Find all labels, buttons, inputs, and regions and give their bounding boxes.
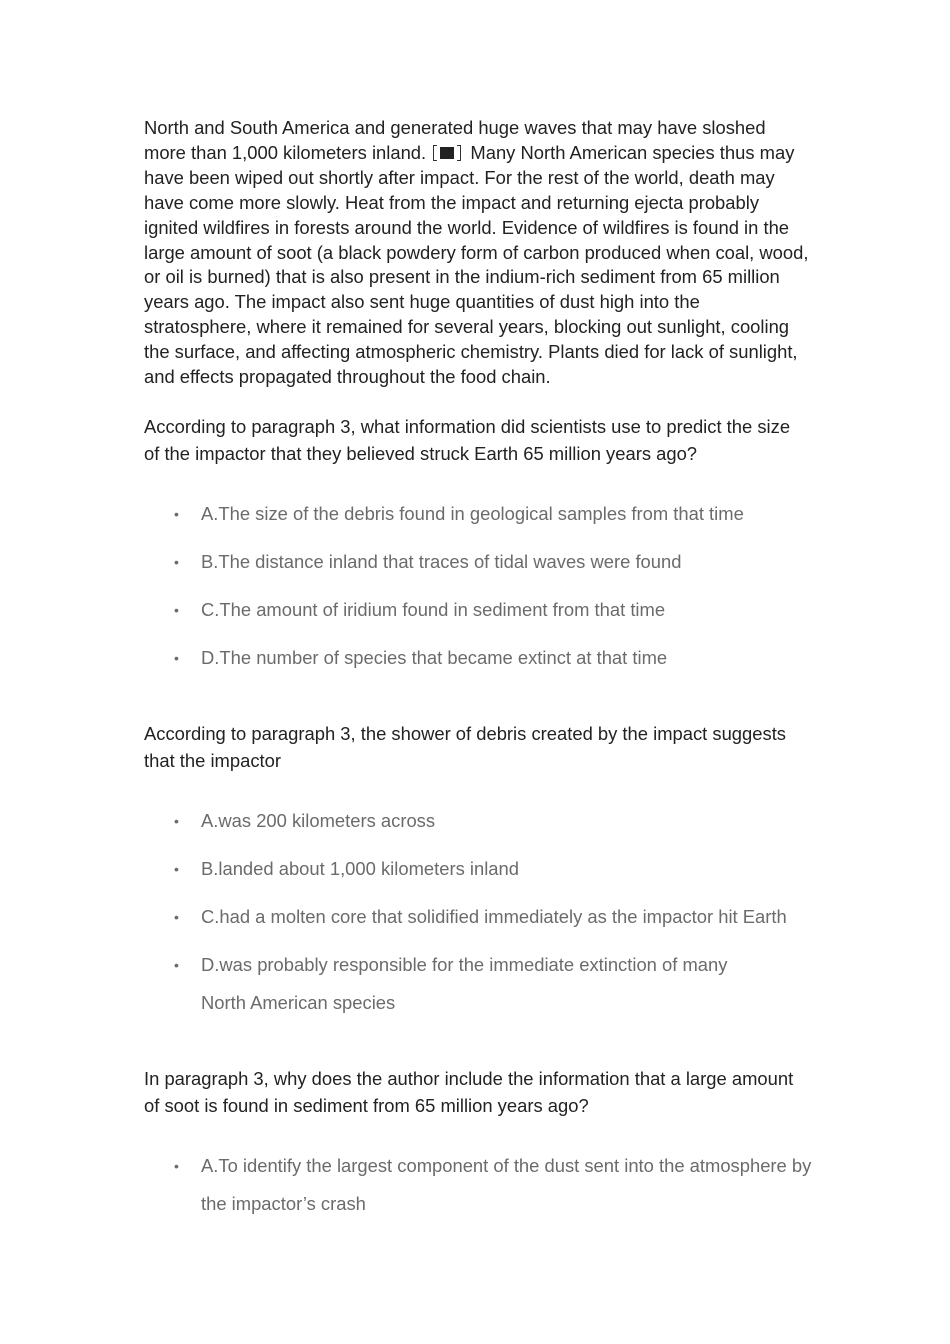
option-label: C.The amount of iridium found in sediment from that time	[201, 599, 666, 620]
passage-paragraph	[144, 116, 810, 390]
option-label: B.landed about 1,000 kilometers inland	[201, 858, 519, 879]
bullet-icon: •	[174, 813, 179, 829]
bullet-icon: •	[174, 602, 179, 618]
bullet-icon: •	[174, 957, 179, 973]
option-label: A.was 200 kilometers across	[201, 810, 436, 831]
bullet-icon: •	[174, 1158, 179, 1174]
question-2-option-a[interactable]	[144, 802, 824, 840]
insert-sentence-square-icon[interactable]	[433, 145, 461, 161]
option-label: C.had a molten core that solidified immediately as the impactor hit Earth	[201, 906, 787, 927]
question-1-option-a[interactable]	[144, 495, 824, 533]
question-1-options	[144, 495, 824, 687]
question-3-prompt: In paragraph 3, why does the author include the information that a large amount of soot is found in sediment from 65 million years ago?	[144, 1068, 794, 1116]
question-3-options	[144, 1147, 824, 1233]
bullet-icon: •	[174, 861, 179, 877]
question-1-prompt: According to paragraph 3, what information did scientists use to predict the size of the impactor that they believed struck Earth 65 million years ago?	[144, 416, 791, 464]
option-label: A.To identify the largest component of the dust sent into the atmosphere by the impactor’s crash	[201, 1155, 812, 1214]
option-label: D.The number of species that became extinct at that time	[201, 647, 668, 668]
question-1-option-b[interactable]	[144, 543, 824, 581]
passage-text-after-marker: Many North American species thus may have been wiped out shortly after impact. For the rest of the world, death may have come more slowly. Heat from the impact and returning ejecta probably ignited wildfires in forests around the world. Evidence of wildfires is found in the large amount of soot (a black powdery form of carbon produced when coal, wood, or oil is burned) that is also present in the indium-rich sediment from 65 million years ago. The impact also sent huge quantities of dust high into the stratosphere, where it remained for several years, blocking out sunlight, cooling the surface, and affecting atmospheric chemistry. Plants died for lack of sunlight, and effects propagated throughout the food chain.	[144, 141, 809, 388]
question-2-option-c[interactable]	[144, 898, 824, 936]
option-label: A.The size of the debris found in geological samples from that time	[201, 503, 744, 524]
bullet-icon: •	[174, 909, 179, 925]
option-label: B.The distance inland that traces of tidal waves were found	[201, 551, 682, 572]
question-2-options	[144, 802, 824, 1032]
passage-text-before-marker: North and South America and generated huge waves that may have sloshed more than 1,000 kilometers inland.	[144, 117, 766, 163]
question-2-option-b[interactable]	[144, 850, 824, 888]
option-label: D.was probably responsible for the immediate extinction of many North American species	[201, 954, 728, 1013]
question-3-option-a[interactable]	[144, 1147, 816, 1223]
question-1-option-d[interactable]	[144, 639, 824, 677]
bullet-icon: •	[174, 650, 179, 666]
question-1-option-c[interactable]	[144, 591, 824, 629]
question-2-prompt: According to paragraph 3, the shower of debris created by the impact suggests that the impactor	[144, 723, 786, 771]
bullet-icon: •	[174, 554, 179, 570]
question-2-option-d[interactable]	[144, 946, 761, 1022]
bullet-icon: •	[174, 506, 179, 522]
